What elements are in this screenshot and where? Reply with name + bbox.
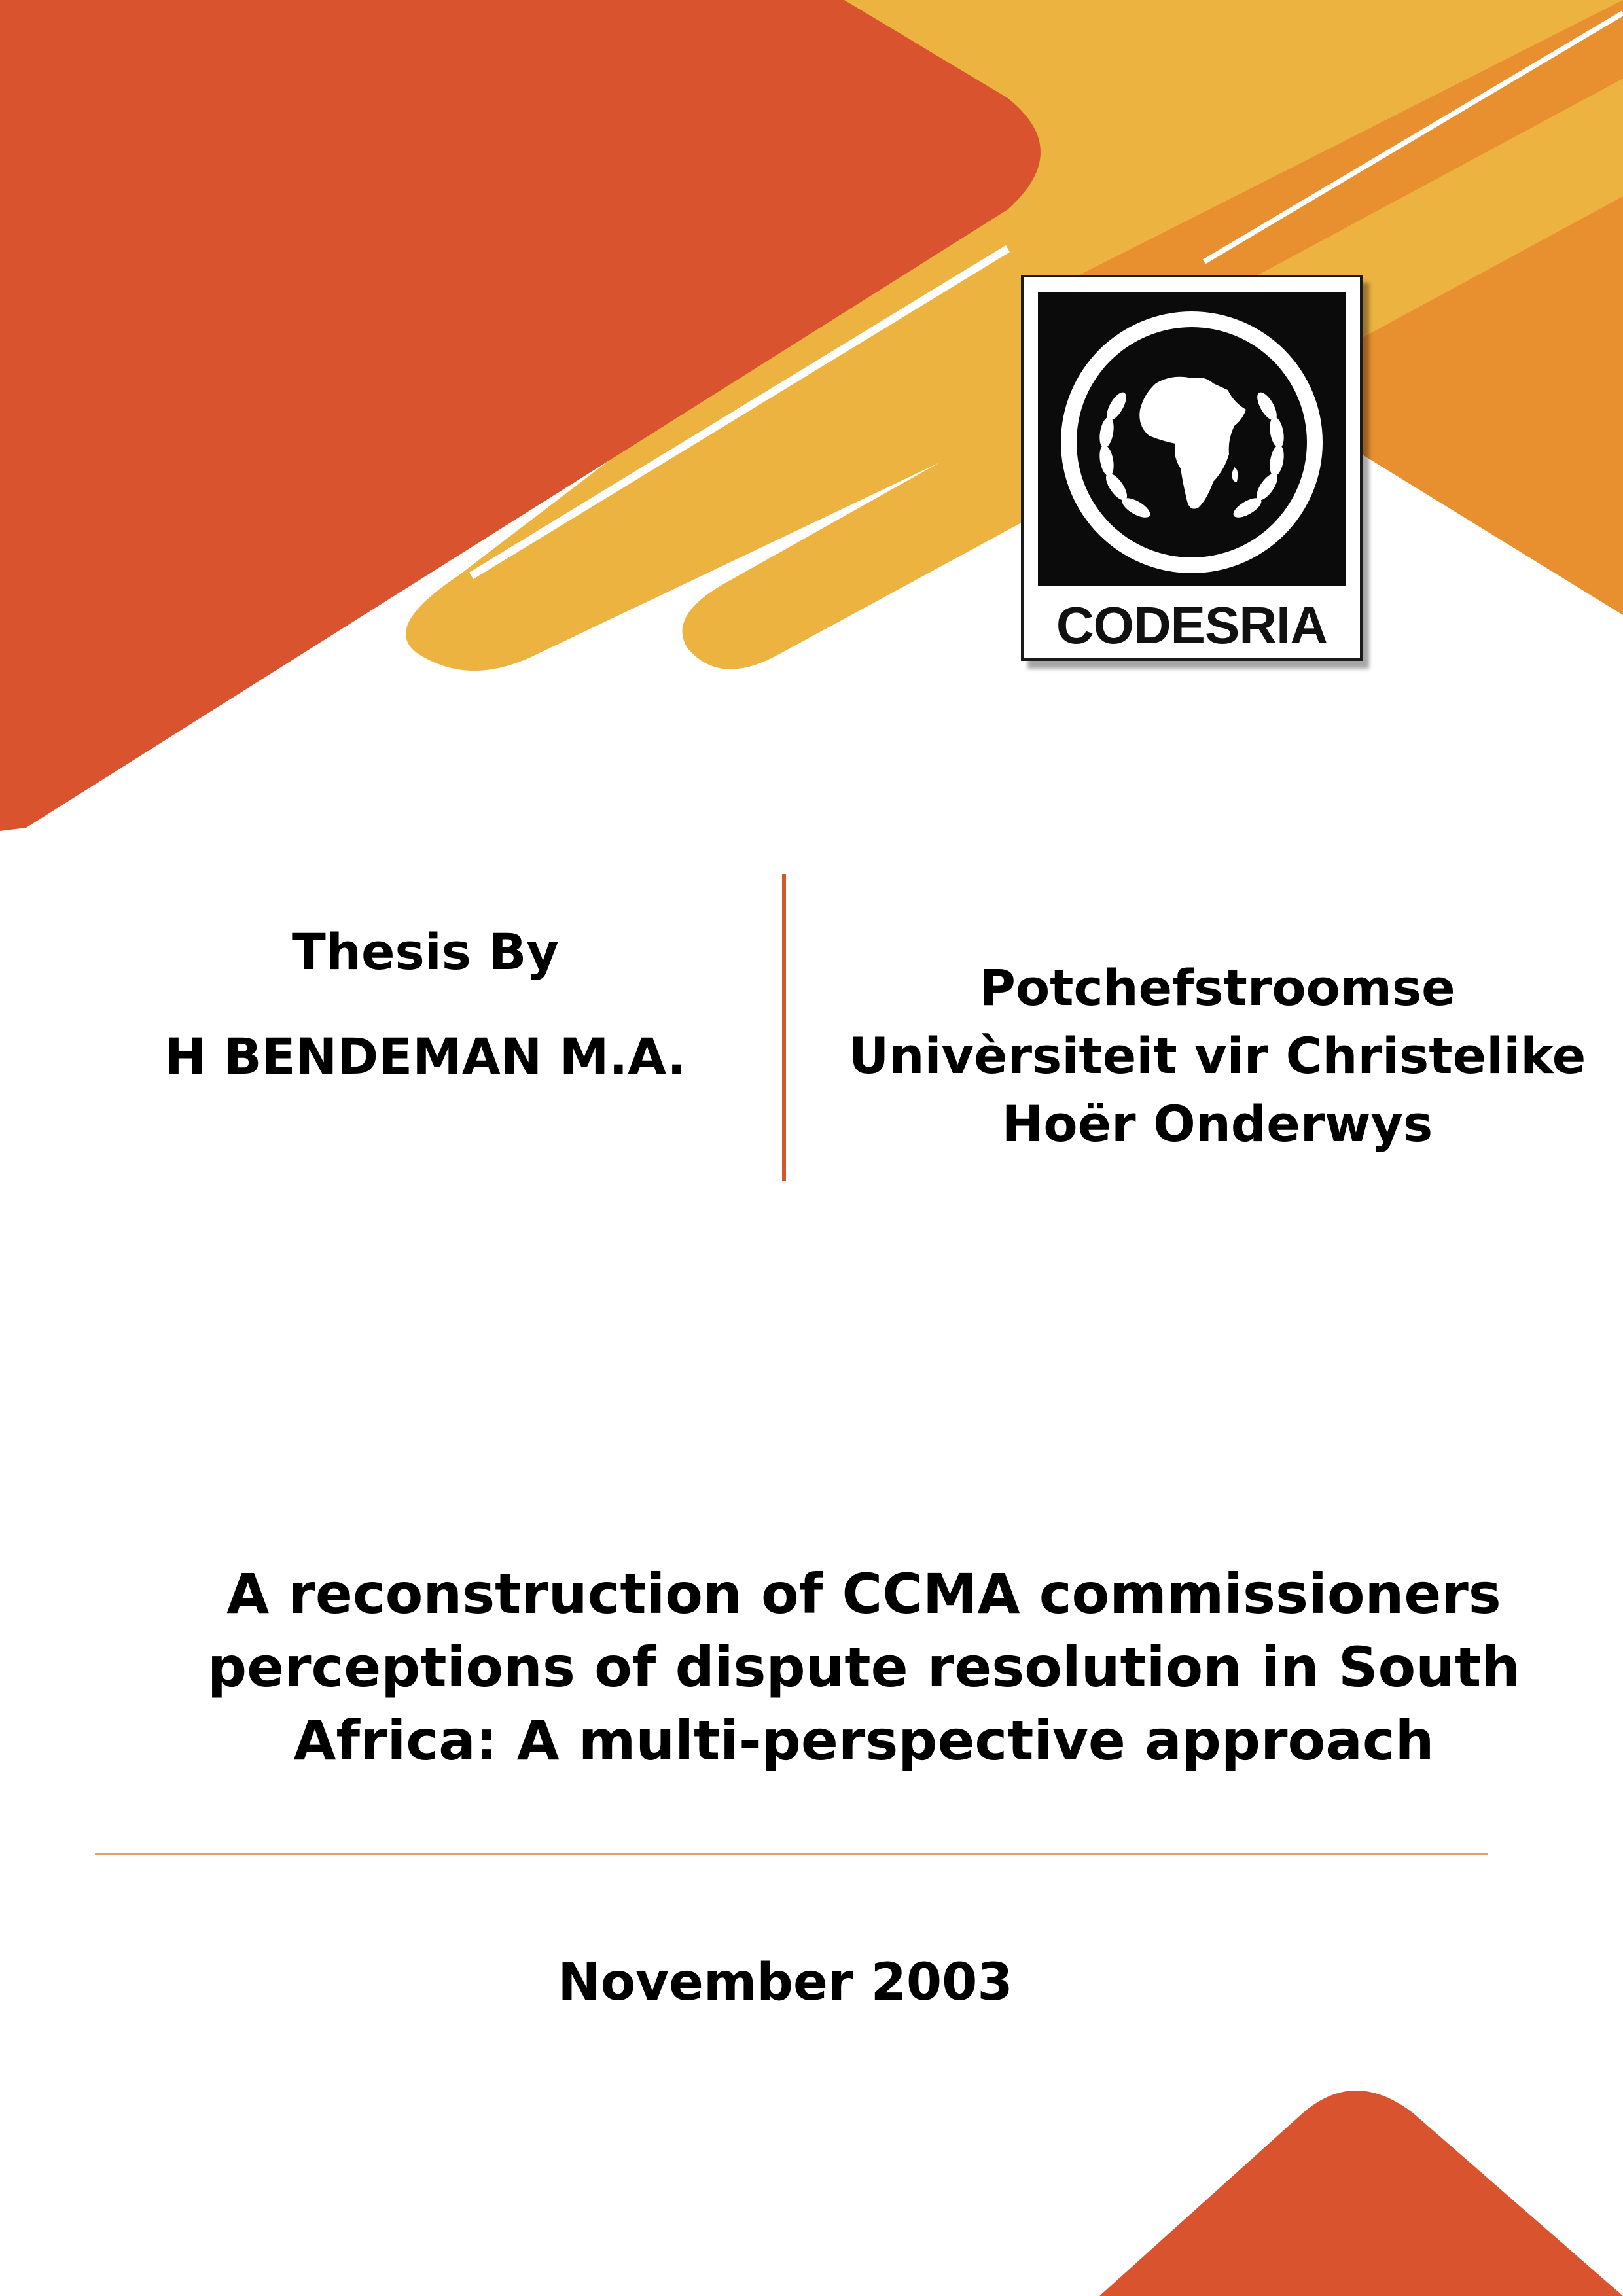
institution-line: Hoër Onderwys — [1001, 1095, 1433, 1153]
thesis-by-label: Thesis By — [292, 923, 559, 981]
title-line: perceptions of dispute resolution in South — [207, 1635, 1521, 1699]
thesis-title — [131, 1557, 1597, 1777]
title-line: A reconstruction of CCMA commissioners — [226, 1562, 1501, 1626]
vertical-divider — [782, 874, 786, 1181]
horizontal-rule — [95, 1853, 1488, 1855]
codesria-logo — [1021, 275, 1363, 661]
title-line: Africa: A multi-perspective approach — [293, 1708, 1435, 1773]
publication-date: November 2003 — [558, 1953, 1013, 2012]
logo-wordmark: CODESRIA — [1056, 596, 1328, 654]
institution-name — [812, 954, 1623, 1158]
institution-line: Potchefstroomse — [979, 959, 1455, 1017]
author-name: H BENDEMAN M.A. — [164, 1027, 687, 1086]
africa-laurel-emblem-icon — [1038, 292, 1346, 586]
bottom-triangle-shape — [1099, 2091, 1623, 2296]
institution-line: Univèrsiteit vir Christelike — [848, 1027, 1586, 1085]
logo-emblem — [1038, 292, 1346, 586]
